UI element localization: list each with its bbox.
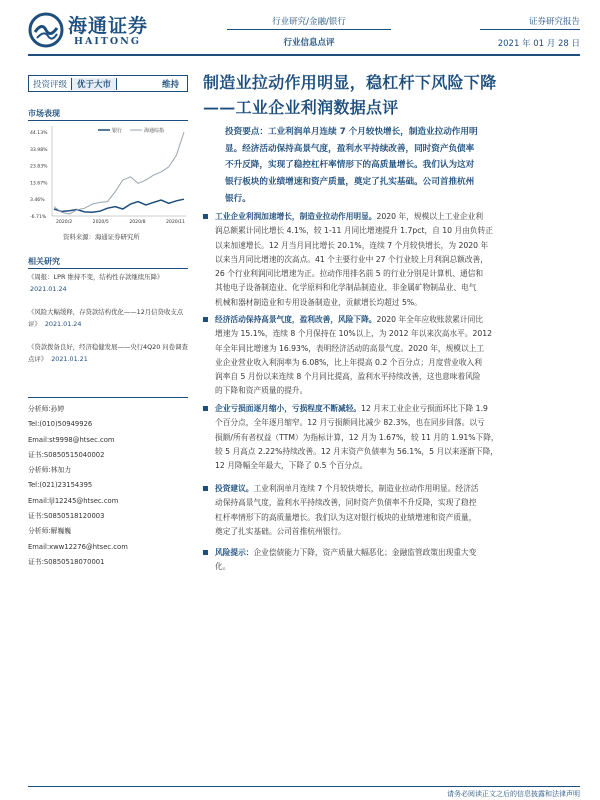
related-title: 《周报：LPR 维持不变，结构性存款继续压降》 xyxy=(28,273,164,281)
analyst-email[interactable]: Email:st9998@htsec.com xyxy=(28,435,115,444)
bullet-line: 杠杆率情形下的高质量增长。我们认为这对银行板块的业绩增速和资产质量， xyxy=(215,512,477,522)
related-date: 2021.01.24 xyxy=(44,319,82,328)
rating-status: 维持 xyxy=(161,79,179,90)
analyst-cert: 证书:S0850518070001 xyxy=(28,557,105,566)
header-category: 行业研究/金融/银行 xyxy=(272,17,346,27)
bullet-lead: 投资建议。 xyxy=(215,484,254,493)
series-line-bank xyxy=(54,199,184,212)
y-tick-label: 23.83% xyxy=(30,164,48,170)
analyst-email[interactable]: Email:xww12276@htsec.com xyxy=(28,542,128,551)
bullet-line: 较 5 月高点 2.22%持续改善。12 月末资产负债率为 56.1%，5 月以来逐渐下降， xyxy=(215,446,498,456)
bullet-line: 个百分点，全年逐月缩窄。12 月亏损额同比减少 82.3%，也在同步回落。以亏 xyxy=(215,418,485,428)
summary-line: 显。经济活动保持高景气度，盈利水平持续改善，同时资产负债率 xyxy=(225,143,475,154)
bullet-square-icon xyxy=(203,550,208,555)
bullet-lead: 企业亏损面逐月缩小，亏损程度不断减轻。 xyxy=(215,404,362,413)
bullet-section xyxy=(203,210,581,310)
x-tick-label: 2020/2 xyxy=(56,220,73,224)
analyst-name: 分析师:林加力 xyxy=(28,466,72,475)
chart-source: 资料来源：海通证券研究所 xyxy=(63,233,140,241)
investment-summary xyxy=(225,124,585,208)
bullet-line: 增速为 15.1%，连续 8 个月保持在 10%以上，为 2012 年以来次高水平。2012 xyxy=(215,329,493,339)
bullet-square-icon xyxy=(203,214,208,219)
bullet-line: 机械和器材制造业和专用设备制造业，贡献增长均超过 5%。 xyxy=(215,297,422,307)
related-heading: 相关研究 xyxy=(28,257,60,266)
summary-line: 银行板块的业绩增速和资产质量，奠定了扎实基础。公司首推杭州 xyxy=(225,177,475,188)
report-subtitle: ——工业企业利润数据点评 xyxy=(203,98,399,117)
analyst-name: 分析师:孙婷 xyxy=(28,405,65,413)
analyst-tel: Tel:(021)23154395 xyxy=(28,481,93,490)
bullet-section xyxy=(203,402,581,473)
summary-line: 银行。 xyxy=(225,193,251,204)
analyst-block xyxy=(28,402,188,570)
summary-line: 投资要点：工业利润单月连续 7 个月较快增长，制造业拉动作用明 xyxy=(225,127,478,137)
bullet-line: 12 月降幅全年最大，下降了 0.5 个百分点。 xyxy=(215,461,368,471)
logo-mark-icon xyxy=(28,12,64,48)
footer-disclaimer: 请务必阅读正文之后的信息披露和法律声明 xyxy=(447,790,580,798)
bullet-line: 工业利润单月连续 7 个月较快增长，制造业拉动作用明显。经济活 xyxy=(253,484,479,493)
bullet-line: 26 个行业利润同比增速为正。拉动作用排名前 5 的行业分别是计算机、通信和 xyxy=(215,269,484,279)
bullet-line: 奠定了扎实基础。公司首推杭州银行。 xyxy=(215,526,346,536)
bullet-section xyxy=(203,313,581,399)
related-title: 《贷款拨备良好，经济稳健发展——央行4Q20 问卷调查点评》 xyxy=(28,343,188,363)
bullet-square-icon xyxy=(203,406,208,411)
y-tick-label: 33.98% xyxy=(30,147,48,153)
bullet-lead: 经济活动保持高景气度，盈利改善，风险下降。 xyxy=(215,315,377,324)
rating-value: 优于大市 xyxy=(72,78,117,90)
header-subtitle: 行业信息点评 xyxy=(283,38,335,48)
bullet-line: 2020 年，规模以上工业企业利 xyxy=(376,212,484,221)
bullet-lead: 风险提示： xyxy=(215,548,254,557)
related-item[interactable] xyxy=(28,307,188,330)
bullet-line: 以来当月同比增速的次高点。41 个主要行业中 27 个行业较上月利润总额改善， xyxy=(215,254,488,264)
bullet-line: 年全年同比增速为 16.93%，表明经济活动的高景气度。2020 年，规模以上工 xyxy=(215,343,485,353)
analyst-cert: 证书:S0850518120003 xyxy=(28,512,105,521)
chart-legend xyxy=(98,127,164,134)
related-item[interactable] xyxy=(28,272,188,295)
analyst-cert: 证书:S0850515040002 xyxy=(28,450,105,459)
report-title: 制造业拉动作用明显，稳杠杆下风险下降 xyxy=(203,73,497,92)
summary-line: 不升反降，实现了稳控杠杆率情形下的高质量增长。我们认为这对 xyxy=(225,160,475,171)
market-heading: 市场表现 xyxy=(28,109,60,118)
bullet-line: 12 月末工业企业亏损面环比下降 1.9 xyxy=(361,404,488,413)
bullet-line: 2020 年全年应收账款累计同比 xyxy=(376,315,484,324)
related-date: 2021.01.21 xyxy=(51,354,88,363)
bullet-section xyxy=(203,482,581,539)
bullet-line: 以来加速增长。12 月当月同比增长 20.1%，连续 7 个月较快增长，为 2020 年 xyxy=(215,240,489,250)
bullet-line: 润率自 5 月份以来连续 8 个月同比提高，盈利水平持续改善，这也意味着风险 xyxy=(215,372,481,382)
bullet-line: 业企业营业收入利润率为 6.08%，比上年提高 0.2 个百分点；月度营业收入利 xyxy=(215,357,482,367)
legend-bank: 银行 xyxy=(112,128,123,134)
x-tick-label: 2020/8 xyxy=(129,220,146,224)
related-date: 2021.01.24 xyxy=(30,284,67,293)
analyst-tel: Tel:(010)50949926 xyxy=(28,420,93,429)
bullet-line: 润总额累计同比增长 4.1%，较 1-11 月同比增速提升 1.7pct，自 10 月由负转正 xyxy=(215,226,493,236)
analyst-email[interactable]: Email:ljl12245@htsec.com xyxy=(28,496,119,505)
bullet-lead: 工业企业利润加速增长，制造业拉动作用明显。 xyxy=(215,212,377,221)
bullet-line: 动保持高景气度，盈利水平持续改善，同时资产负债率不升反降，实现了稳控 xyxy=(215,498,477,508)
company-logo xyxy=(28,9,148,53)
bullet-square-icon xyxy=(203,317,208,322)
bullet-line: 损额/所有者权益（TTM）为指标计算，12 月为 1.67%，较 11 月的 1.91%下降， xyxy=(215,432,499,442)
bullet-line: 其他电子设备制造业、化学原料和化学制品制造业、非金属矿物制品业、电气 xyxy=(215,283,477,293)
bullet-line: 化。 xyxy=(215,562,231,572)
report-type: 证券研究报告 xyxy=(528,17,580,27)
y-tick-label: 44.13% xyxy=(30,131,48,136)
y-tick-label: -6.71% xyxy=(30,215,47,220)
y-tick-label: 13.67% xyxy=(30,181,48,187)
y-tick-label: 3.46% xyxy=(30,198,45,204)
related-item[interactable] xyxy=(28,342,188,365)
legend-index: 海通综指 xyxy=(144,128,165,134)
x-tick-label: 2020/5 xyxy=(92,220,109,224)
bullet-line: 的下降和资产质量的提升。 xyxy=(215,386,308,396)
bullet-square-icon xyxy=(203,486,208,491)
header-rule xyxy=(28,54,580,56)
bullet-section xyxy=(203,546,581,575)
analyst-name: 分析师:解巍巍 xyxy=(28,527,72,536)
market-chart xyxy=(28,124,188,224)
logo-cn: 海通证券 xyxy=(68,15,149,37)
rating-label: 投资评级 xyxy=(29,78,72,90)
report-date: 2021 年 01 月 28 日 xyxy=(497,39,580,49)
rating-box xyxy=(28,75,188,92)
related-title: 《风险大幅缓释，存贷款结构优化——12月信贷收支点评》 xyxy=(28,308,184,328)
logo-en: HAITONG xyxy=(74,36,141,47)
bullet-line: 企业偿债能力下降，资产质量大幅恶化；金融监管政策出现重大变 xyxy=(253,548,477,557)
x-tick-label: 2020/11 xyxy=(166,220,186,224)
